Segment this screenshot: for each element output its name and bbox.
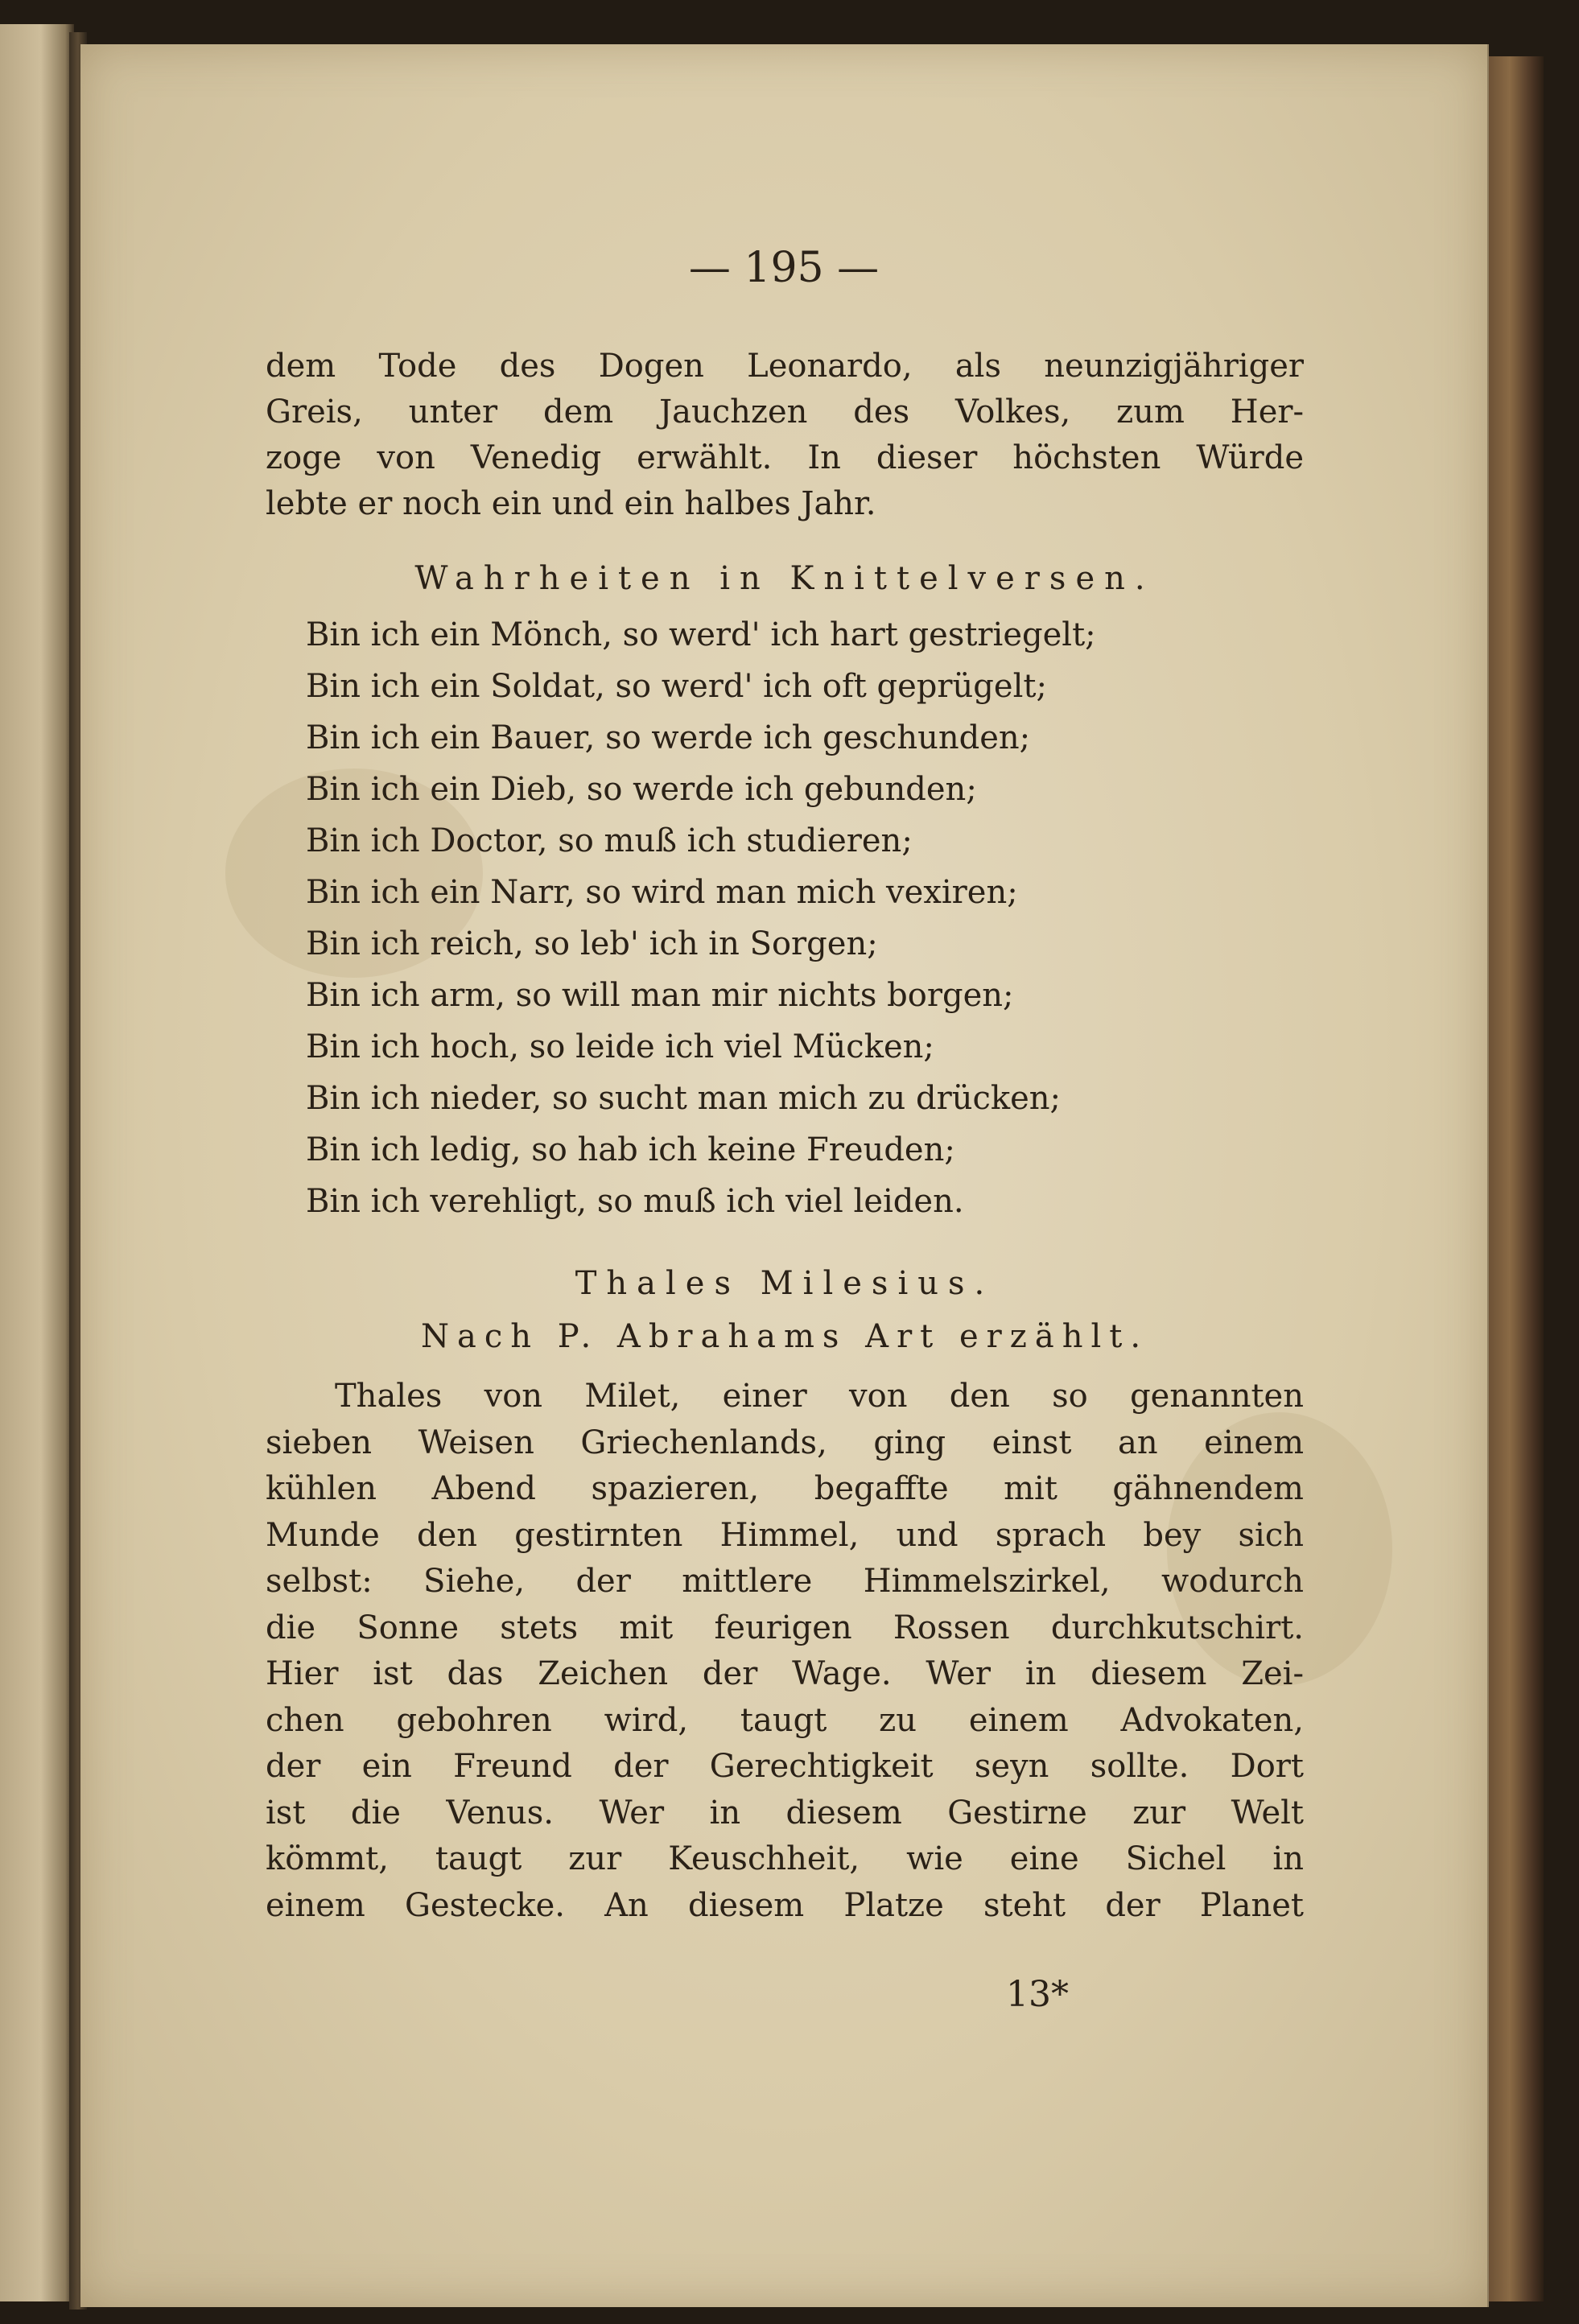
- book-cover-edge: [1487, 56, 1544, 2301]
- verse-line: Bin ich hoch, so leide ich viel Mücken;: [306, 1028, 934, 1065]
- verse-line: Bin ich ein Mönch, so werd' ich hart gestriegelt;: [306, 616, 1096, 653]
- book-page: [80, 44, 1489, 2307]
- section-heading-knittelverse: Wahrheiten in Knittelversen.: [414, 560, 1155, 597]
- text-line: einem Gestecke. An diesem Platze steht der Planet: [266, 1886, 1304, 1924]
- page-number: — 195 —: [688, 244, 880, 292]
- text-line: Hier ist das Zeichen der Wage. Wer in diesem Zei-: [266, 1655, 1304, 1692]
- text-line: chen gebohren wird, taugt zu einem Advokaten,: [266, 1701, 1304, 1739]
- verse-line: Bin ich ein Dieb, so werde ich gebunden;: [306, 771, 977, 808]
- poem: [266, 609, 1304, 1227]
- text-line: lebte er noch ein und ein halbes Jahr.: [266, 485, 876, 522]
- verse-line: Bin ich ein Soldat, so werd' ich oft geprügelt;: [306, 668, 1047, 705]
- verse-line: Bin ich ein Narr, so wird man mich vexiren;: [306, 874, 1018, 911]
- text-line: Thales von Milet, einer von den so genannten: [335, 1378, 1304, 1415]
- text-line: selbst: Siehe, der mittlere Himmelszirkel, wodurch: [266, 1563, 1304, 1600]
- printer-signature-mark: 13*: [1006, 1974, 1069, 2015]
- text-line: sieben Weisen Griechenlands, ging einst an einem: [266, 1424, 1304, 1461]
- verse-line: Bin ich ledig, so hab ich keine Freuden;: [306, 1131, 955, 1168]
- section-subheading: Nach P. Abrahams Art erzählt.: [420, 1318, 1149, 1355]
- text-line: Munde den gestirnten Himmel, und sprach bey sich: [266, 1516, 1304, 1554]
- facing-page-edge: [0, 24, 74, 2301]
- text-line: Greis, unter dem Jauchzen des Volkes, zum Her-: [266, 394, 1304, 431]
- verse-line: Bin ich nieder, so sucht man mich zu drücken;: [306, 1080, 1062, 1117]
- page-body: [266, 344, 1304, 1929]
- text-line: kühlen Abend spazieren, begaffte mit gähnendem: [266, 1470, 1304, 1507]
- text-line: der ein Freund der Gerechtigkeit seyn sollte. Dort: [266, 1748, 1304, 1785]
- section-heading-thales: Thales Milesius.: [575, 1265, 995, 1302]
- verse-line: Bin ich reich, so leb' ich in Sorgen;: [306, 925, 878, 962]
- text-line: kömmt, taugt zur Keuschheit, wie eine Sichel in: [266, 1840, 1304, 1877]
- thales-paragraph: [266, 1374, 1304, 1929]
- verse-line: Bin ich arm, so will man mir nichts borgen;: [306, 977, 1014, 1014]
- verse-line: Bin ich ein Bauer, so werde ich geschunden;: [306, 719, 1031, 756]
- text-line: ist die Venus. Wer in diesem Gestirne zur Welt: [266, 1794, 1304, 1832]
- continuation-paragraph: [266, 344, 1304, 527]
- text-line: die Sonne stets mit feurigen Rossen durchkutschirt.: [266, 1609, 1304, 1646]
- text-line: zoge von Venedig erwählt. In dieser höchsten Würde: [266, 439, 1304, 476]
- verse-line: Bin ich Doctor, so muß ich studieren;: [306, 822, 913, 859]
- verse-line: Bin ich verehligt, so muß ich viel leiden.: [306, 1183, 964, 1220]
- text-line: dem Tode des Dogen Leonardo, als neunzigjähriger: [266, 348, 1304, 385]
